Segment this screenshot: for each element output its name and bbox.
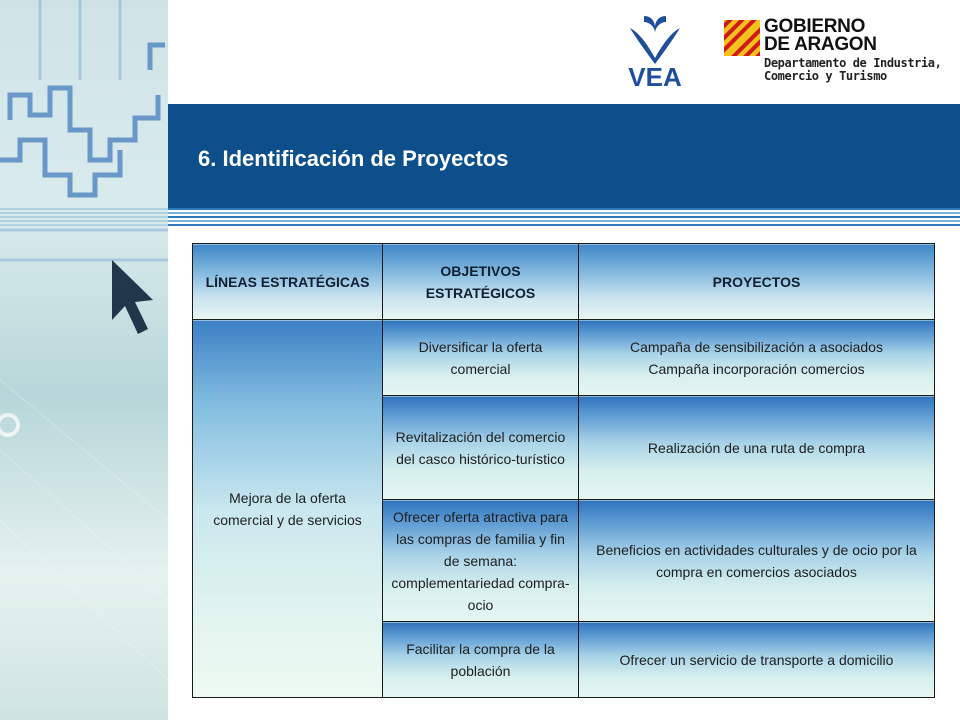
linea-estrategica-cell: Mejora de la oferta comercial y de servicios <box>193 320 383 698</box>
left-stripes <box>0 208 168 230</box>
proyecto-line: Campaña de sensibilización a asociados <box>630 338 883 355</box>
table-header-row <box>193 244 935 320</box>
gobierno-aragon-logo <box>724 16 944 90</box>
proyecto-cell: Beneficios en actividades culturales y de ocio por la compra en comercios asociados <box>579 500 935 622</box>
proyecto-cell: Realización de una ruta de compra <box>579 396 935 500</box>
mouse-cursor-icon <box>112 260 153 334</box>
header-proyectos: PROYECTOS <box>579 244 935 320</box>
header-lineas: LÍNEAS ESTRATÉGICAS <box>193 244 383 320</box>
objetivo-cell: Revitalización del comercio del casco histórico-turístico <box>383 396 579 500</box>
proyecto-cell <box>579 320 935 396</box>
gobierno-subtitle: Departamento de Industria, Comercio y Turismo <box>764 56 942 83</box>
title-stripes <box>168 208 960 230</box>
vea-logo <box>622 12 688 90</box>
objetivo-cell: Ofrecer oferta atractiva para las compras de familia y fin de semana: complementariedad compra-ocio <box>383 500 579 622</box>
objetivo-cell: Facilitar la compra de la población <box>383 622 579 698</box>
title-bar <box>168 104 960 208</box>
objetivo-cell: Diversificar la oferta comercial <box>383 320 579 396</box>
svg-text:VEA: VEA <box>628 62 682 90</box>
aragon-flag-icon <box>724 20 760 56</box>
page-title: 6. Identificación de Proyectos <box>198 146 509 171</box>
table-row <box>193 320 935 396</box>
proyecto-line: Campaña incorporación comercios <box>648 360 865 377</box>
header-objetivos: OBJETIVOS ESTRATÉGICOS <box>383 244 579 320</box>
chart-lines-decoration <box>0 0 168 720</box>
proyecto-cell: Ofrecer un servicio de transporte a domicilio <box>579 622 935 698</box>
decorative-background-image <box>0 0 168 720</box>
projects-table <box>192 243 934 697</box>
gobierno-title: GOBIERNO DE ARAGON <box>764 16 877 55</box>
